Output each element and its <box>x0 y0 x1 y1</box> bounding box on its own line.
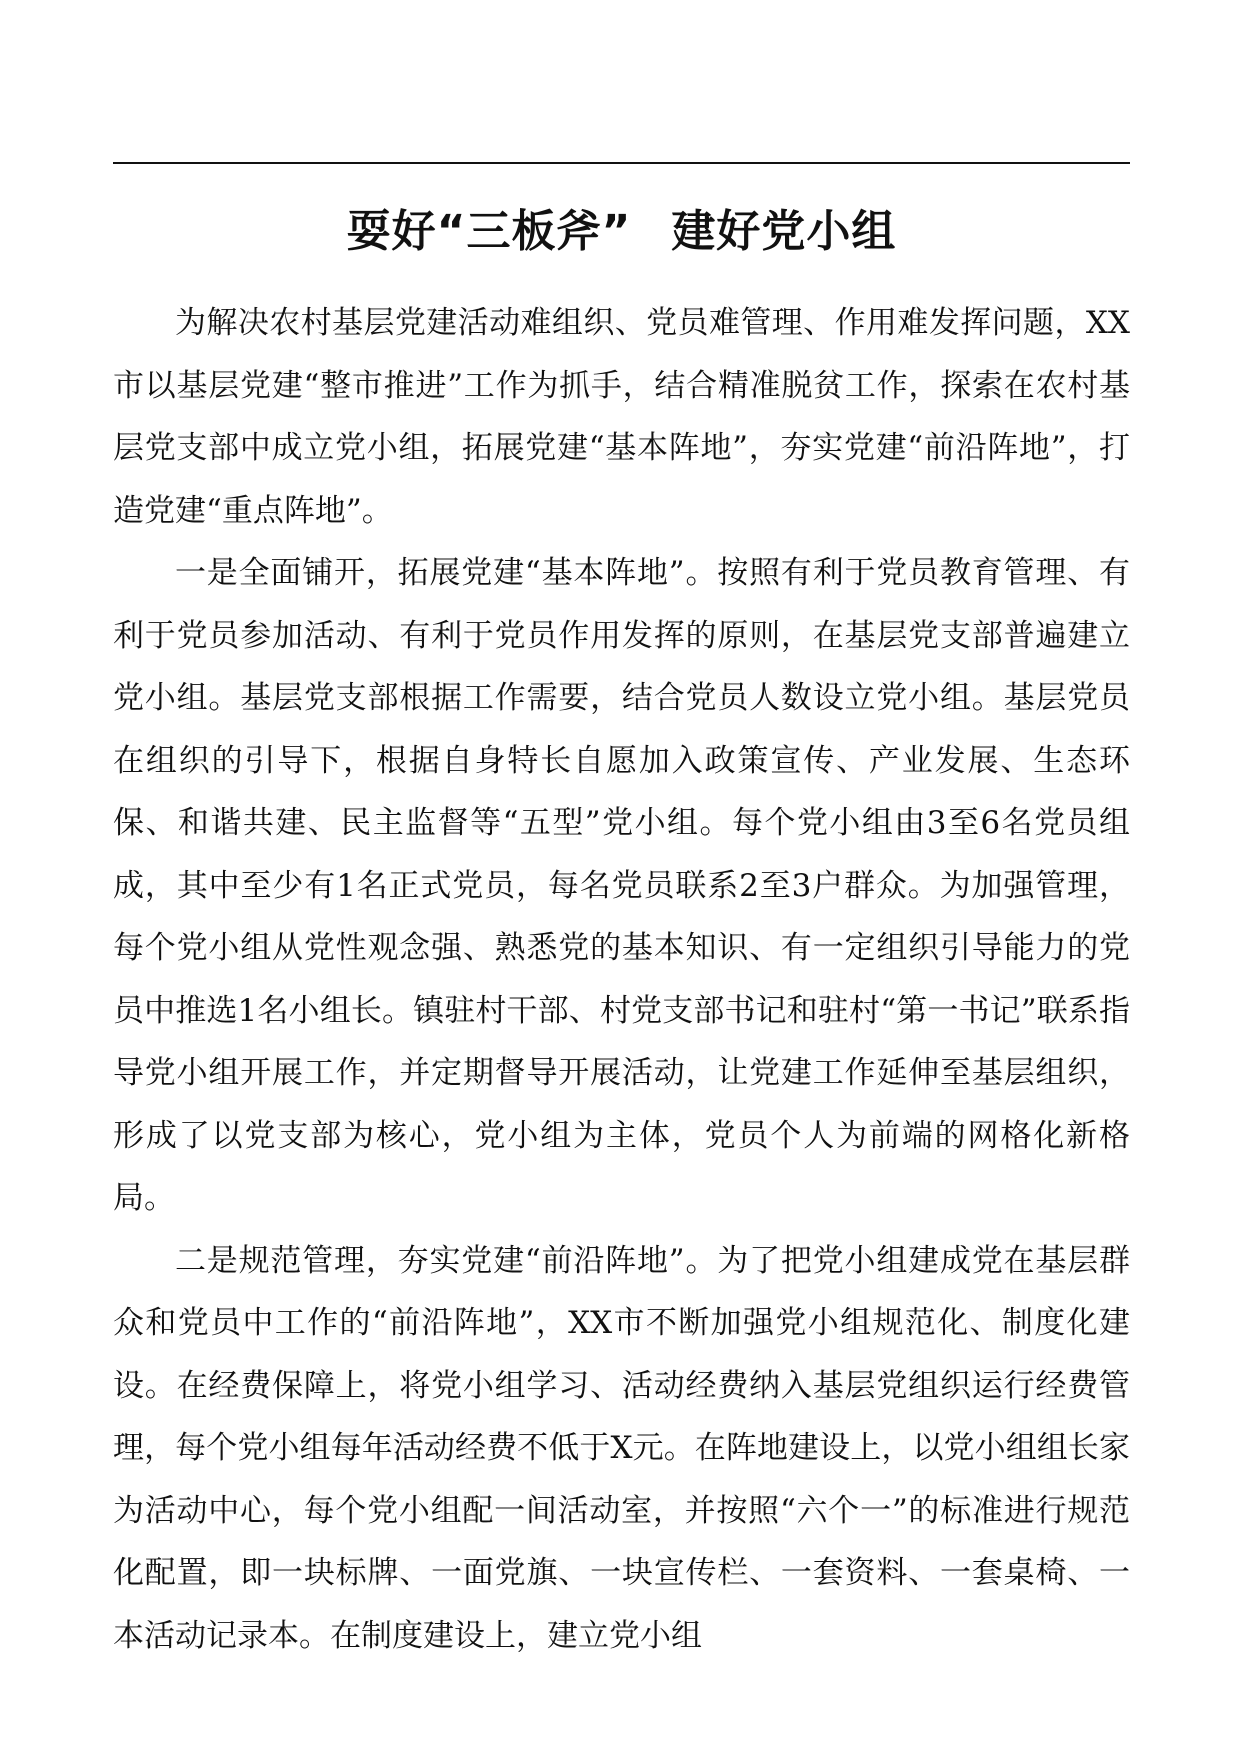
header-rule <box>113 162 1130 164</box>
document-title <box>113 196 1130 268</box>
title-part-2: 建好党小组 <box>671 206 897 257</box>
paragraph-intro: 为解决农村基层党建活动难组织、党员难管理、作用难发挥问题，XX市以基层党建“整市推进”工作为抓手，结合精准脱贫工作，探索在农村基层党支部中成立党小组，拓展党建“基本阵地”，夯实党建“前沿阵地”，打造党建“重点阵地”。 <box>113 305 1130 529</box>
paragraph-first-point: 一是全面铺开，拓展党建“基本阵地”。按照有利于党员教育管理、有利于党员参加活动、有利于党员作用发挥的原则，在基层党支部普遍建立党小组。基层党支部根据工作需要，结合党员人数设立党小组。基层党员在组织的引导下，根据自身特长自愿加入政策宣传、产业发展、生态环保、和谐共建、民主监督等“五型”党小组。每个党小组由3至6名党员组成，其中至少有1名正式党员，每名党员联系2至3户群众。为加强管理，每个党小组从党性观念强、熟悉党的基本知识、有一定组织引导能力的党员中推选1名小组长。镇驻村干部、村党支部书记和驻村“第一书记”联系指导党小组开展工作，并定期督导开展活动，让党建工作延伸至基层组织，形成了以党支部为核心，党小组为主体，党员个人为前端的网格化新格局。 <box>113 555 1130 1216</box>
paragraph-second-point: 二是规范管理，夯实党建“前沿阵地”。为了把党小组建成党在基层群众和党员中工作的“前沿阵地”，XX市不断加强党小组规范化、制度化建设。在经费保障上，将党小组学习、活动经费纳入基层党组织运行经费管理，每个党小组每年活动经费不低于X元。在阵地建设上，以党小组组长家为活动中心，每个党小组配一间活动室，并按照“六个一”的标准进行规范化配置，即一块标牌、一面党旗、一块宣传栏、一套资料、一套桌椅、一本活动记录本。在制度建设上，建立党小组 <box>113 1242 1130 1654</box>
title-part-1: 耍好“三板斧” <box>346 206 632 257</box>
document-body <box>113 292 1130 1667</box>
